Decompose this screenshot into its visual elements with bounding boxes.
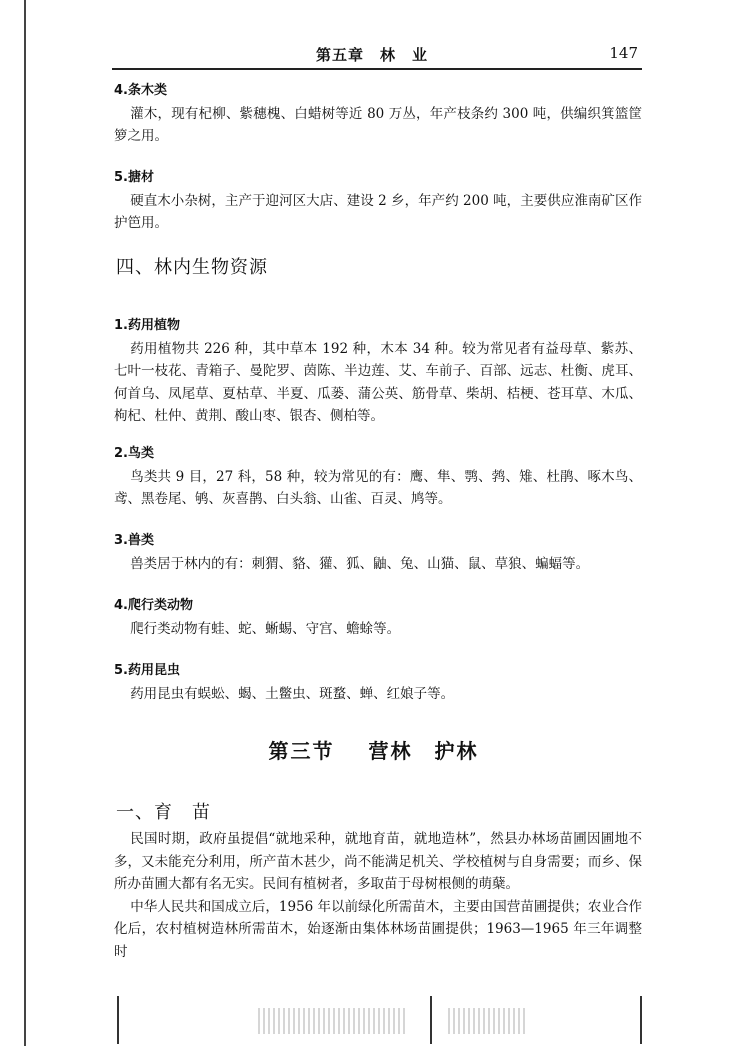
scan-artifact-smudge: [448, 1008, 528, 1034]
node-title: [0, 735, 747, 764]
subsection-heading: 3.兽类: [114, 533, 154, 548]
scan-artifact-line: [640, 996, 642, 1044]
paragraph: 中华人民共和国成立后，1956 年以前绿化所需苗木，主要由国营苗圃提供；农业合作化后，农村植树造林所需苗木，始逐渐由集体林场苗圃提供；1963—1965 年三年调整时: [114, 898, 642, 960]
paragraph: 药用昆虫有蜈蚣、蝎、土鳖虫、斑蝥、蝉、红娘子等。: [130, 685, 455, 702]
subsection-tiaomu: [114, 80, 642, 148]
running-header: [112, 44, 642, 64]
section-heading-four: 四、林内生物资源: [116, 257, 268, 278]
subsection-heading: 5.搪材: [114, 170, 154, 185]
scan-artifact-line: [117, 996, 119, 1044]
bio-item-medicinal-plants: [114, 315, 642, 428]
node-title-number: 第三节: [268, 739, 335, 763]
bio-item-medicinal-insects: [114, 660, 642, 705]
node-title-part-a: 营林: [368, 739, 413, 763]
paragraph: 兽类居于林内的有：刺猬、貉、獾、狐、鼬、兔、山猫、鼠、草狼、蝙蝠等。: [130, 555, 590, 572]
paragraph: 硬直木小杂树，主产于迎河区大店、建设 2 乡，年产约 200 吨，主要供应淮南矿区作护笆用。: [114, 192, 642, 231]
bio-item-birds: [114, 443, 642, 511]
chapter-title: 第五章 林 业: [316, 46, 429, 64]
node-title-part-b: 护林: [434, 739, 479, 763]
binding-edge: [24, 0, 26, 1046]
bio-item-beasts: [114, 530, 642, 575]
scan-artifact-line: [430, 996, 432, 1044]
paragraph: 爬行类动物有蛙、蛇、蜥蜴、守宫、蟾蜍等。: [130, 620, 401, 637]
paragraph: 药用植物共 226 种，其中草本 192 种，木本 34 种。较为常见者有益母草、紫苏、七叶一枝花、青箱子、曼陀罗、茵陈、半边莲、艾、车前子、百部、远志、杜衡、虎耳、何首乌、凤尾草、夏枯草、半夏、瓜蒌、蒲公英、筋骨草、柴胡、桔梗、苍耳草、木瓜、枸杞、杜仲、黄荆、酸山枣、银杏、侧柏等。: [114, 340, 642, 424]
paragraph: 灌木，现有杞柳、紫穗槐、白蜡树等近 80 万丛，年产枝条约 300 吨，供编织箕篮筐箩之用。: [114, 105, 642, 144]
subsection-heading: 1.药用植物: [114, 318, 180, 333]
paragraph: 民国时期，政府虽提倡“就地采种，就地育苗，就地造林”，然县办林场苗圃因圃地不多，又未能充分利用，所产苗木甚少，尚不能满足机关、学校植树与自身需要；而乡、保所办苗圃大都有名无实。民间有植树者，多取苗于母树根侧的萌蘖。: [114, 831, 642, 892]
subsection-heading: 2.鸟类: [114, 446, 154, 461]
subsection-heading: 5.药用昆虫: [114, 663, 180, 678]
section-heading-one: 一、育 苗: [116, 802, 211, 823]
paragraph: 鸟类共 9 目，27 科，58 种，较为常见的有：鹰、隼、鹗、鹁、雉、杜鹃、啄木鸟、鸢、黑卷尾、鸲、灰喜鹊、白头翁、山雀、百灵、鸠等。: [114, 468, 642, 507]
scan-artifact-smudge: [258, 1008, 408, 1034]
bio-item-reptiles: [114, 595, 642, 640]
subsection-heading: 4.爬行类动物: [114, 598, 193, 613]
subsection-tangcai: [114, 167, 642, 235]
body-text: [114, 828, 642, 963]
subsection-heading: 4.条木类: [114, 83, 167, 98]
page-number: 147: [609, 44, 638, 62]
header-divider: [112, 68, 642, 70]
